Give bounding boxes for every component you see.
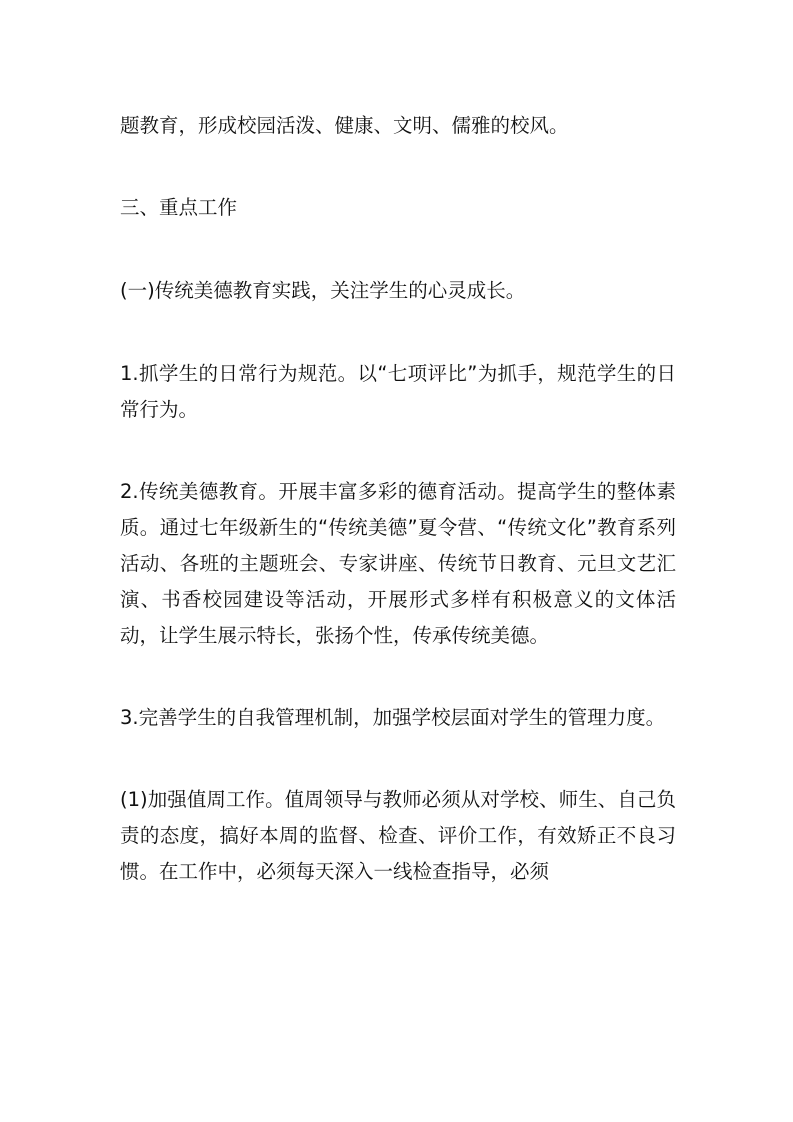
paragraph-item-1: 1.抓学生的日常行为规范。以“七项评比”为抓手，规范学生的日常行为。 — [120, 362, 676, 421]
paragraph-continuation: 题教育，形成校园活泼、健康、文明、儒雅的校风。 — [120, 114, 569, 137]
paragraph-item-2: 2.传统美德教育。开展丰富多彩的德育活动。提高学生的整体素质。通过七年级新生的“传统美德”夏令营、“传统文化”教育系列活动、各班的主题班会、专家讲座、传统节日教育、元旦文艺汇演、书香校园建设等活动，开展形式多样有积极意义的文体活动，让学生展示特长，张扬个性，传承传统美德。 — [120, 480, 676, 647]
subsection-heading: (一)传统美德教育实践，关注学生的心灵成长。 — [120, 279, 526, 302]
document-body — [120, 108, 676, 936]
paragraph-item-3-1: (1)加强值周工作。值周领导与教师必须从对学校、师生、自己负责的态度，搞好本周的监督、检查、评价工作，有效矫正不良习惯。在工作中，必须每天深入一线检查指导，必须 — [120, 788, 676, 883]
paragraph-item-3: 3.完善学生的自我管理机制，加强学校层面对学生的管理力度。 — [120, 706, 666, 729]
section-heading: 三、重点工作 — [120, 196, 238, 219]
